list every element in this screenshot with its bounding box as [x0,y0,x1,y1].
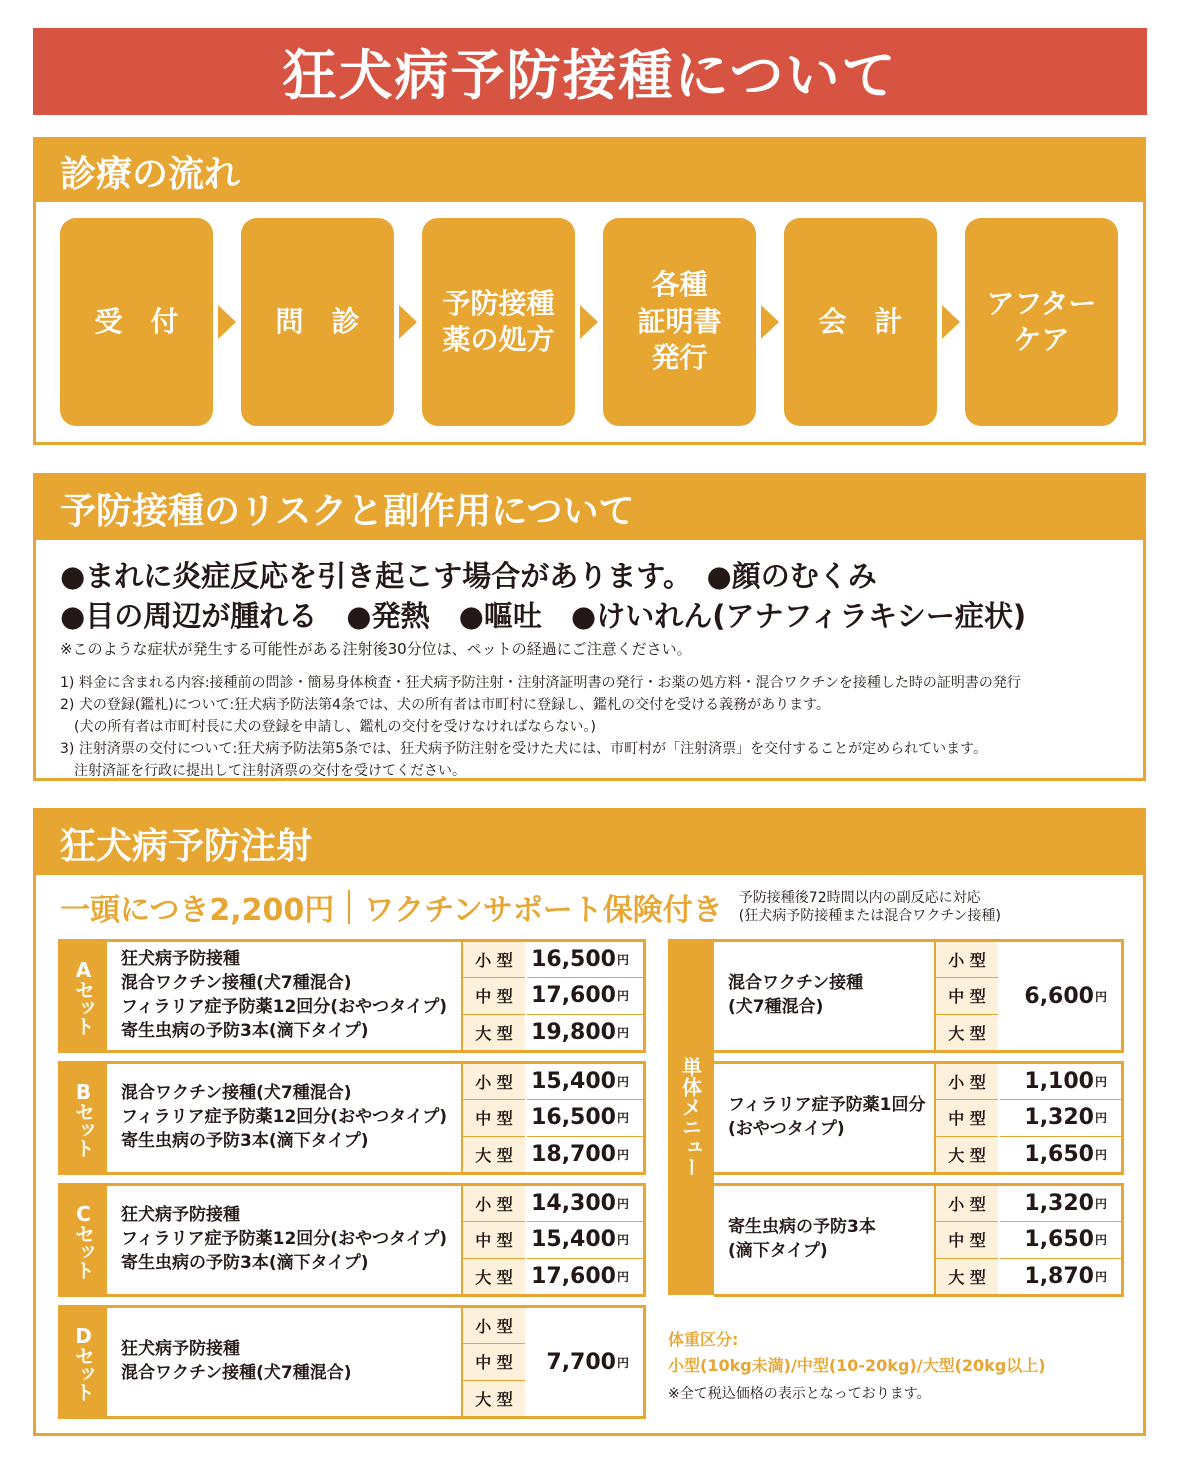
single-prices: 1,320 円 1,650 円 1,870 円 [1000,1186,1121,1294]
single-items: 寄生虫病の予防3本 (滴下タイプ) [728,1217,876,1261]
flow-step-consultation: 問 診 [241,218,394,426]
risk-note-4: 3) 注射済票の交付について:狂犬病予防法第5条では、狂犬病予防注射を受けた犬には、市町村が「注射済票」を交付することが定められています。 [60,741,988,757]
flow-section [33,137,1146,445]
flow-heading: 診療の流れ [36,140,1143,202]
price-line [60,885,1001,929]
set-tag: Aセット [61,942,107,1050]
risk-caution: ※このような症状が発生する可能性がある注射後30分位は、ペットの経過にご注意ください。 [60,640,692,658]
page-title: 狂犬病予防接種について [282,44,898,107]
set-prices: 15,400 円 16,500 円 18,700 円 [527,1064,643,1172]
price-per-dog: 一頭につき2,200円 [60,893,335,928]
single-items: フィラリア症予防薬1回分 (おやつタイプ) [728,1095,926,1139]
chevron-right-icon [761,305,779,339]
risk-note-3: (犬の所有者は市町村長に犬の登録を申請し、鑑札の交付を受けなければならない。) [60,719,596,735]
single-mixed-vaccine [714,939,1124,1053]
size-labels: 小 型 中 型 大 型 [461,1308,525,1416]
risk-section [33,473,1146,781]
set-b [58,1061,646,1175]
flow-step-payment: 会 計 [784,218,937,426]
chevron-right-icon [218,305,236,339]
single-items: 混合ワクチン接種 (犬7種混合) [728,973,864,1017]
flow-step-vaccination: 予防接種 薬の処方 [422,218,575,426]
set-tag: Dセット [61,1308,107,1416]
flow-step-aftercare: アフター ケア [965,218,1118,426]
single-parasite [714,1183,1124,1297]
set-items: 狂犬病予防接種 フィラリア症予防薬12回分(おやつタイプ) 寄生虫病の予防3本(滴下タイプ) [121,1205,447,1273]
set-items: 狂犬病予防接種 混合ワクチン接種(犬7種混合) [121,1339,352,1383]
risk-heading: 予防接種のリスクと副作用について [36,476,1143,540]
set-prices: 7,700 円 [546,1349,629,1375]
set-d [58,1305,646,1419]
tax-note: ※全て税込価格の表示となっております。 [668,1386,931,1402]
chevron-right-icon [399,305,417,339]
risk-line-2: ●目の周辺が腫れる ●発熱 ●嘔吐 ●けいれん(アナフィラキシー症状) [60,599,1027,633]
risk-note-2: 2) 犬の登録(鑑札)について:狂犬病予防法第4条では、犬の所有者は市町村に登録し、鑑札の交付を受ける義務があります。 [60,697,830,713]
single-prices: 1,100 円 1,320 円 1,650 円 [1000,1064,1121,1172]
single-prices: 6,600 円 [1024,983,1107,1009]
injection-section [33,808,1146,1436]
set-tag: Cセット [61,1186,107,1294]
insurance-label: ワクチンサポート保険付き [364,893,723,928]
set-items: 狂犬病予防接種 混合ワクチン接種(犬7種混合) フィラリア症予防薬12回分(おやつタイプ) 寄生虫病の予防3本(滴下タイプ) [121,949,447,1041]
single-filaria [714,1061,1124,1175]
title-banner [33,28,1147,115]
single-menu-tag: 単体メニュー [668,939,714,1295]
risk-note-1: 1) 料金に含まれる内容:接種前の問診・簡易身体検査・狂犬病予防注射・注射済証明書の発行・お薬の処方料・混合ワクチンを接種した時の証明書の発行 [60,675,1021,691]
size-labels: 小 型 中 型 大 型 [461,1186,525,1294]
size-labels: 小 型 中 型 大 型 [934,1064,998,1172]
insurance-note: 予防接種後72時間以内の副反応に対応 (狂犬病予防接種または混合ワクチン接種) [738,889,1002,924]
risk-note-5: 注射済証を行政に提出して注射済票の交付を受けてください。 [60,763,466,779]
injection-heading: 狂犬病予防注射 [36,811,1143,875]
set-tag: Bセット [61,1064,107,1172]
size-labels: 小 型 中 型 大 型 [934,1186,998,1294]
set-a [58,939,646,1053]
size-labels: 小 型 中 型 大 型 [934,942,998,1050]
chevron-right-icon [942,305,960,339]
flow-step-certificate: 各種 証明書 発行 [603,218,756,426]
flow-steps [36,202,1143,442]
set-items: 混合ワクチン接種(犬7種混合) フィラリア症予防薬12回分(おやつタイプ) 寄生虫病の予防3本(滴下タイプ) [121,1083,447,1151]
chevron-right-icon [580,305,598,339]
set-c [58,1183,646,1297]
risk-line-1: ●まれに炎症反応を引き起こす場合があります。 ●顔のむくみ [60,559,877,593]
weight-classes: 体重区分: 小型(10kg未満)/中型(10-20kg)/大型(20kg以上) [668,1330,1046,1375]
size-labels: 小 型 中 型 大 型 [461,1064,525,1172]
divider [348,890,350,924]
flow-step-reception: 受 付 [60,218,213,426]
set-prices: 16,500 円 17,600 円 19,800 円 [527,942,643,1050]
size-labels: 小 型 中 型 大 型 [461,942,525,1050]
set-prices: 14,300 円 15,400 円 17,600 円 [527,1186,643,1294]
